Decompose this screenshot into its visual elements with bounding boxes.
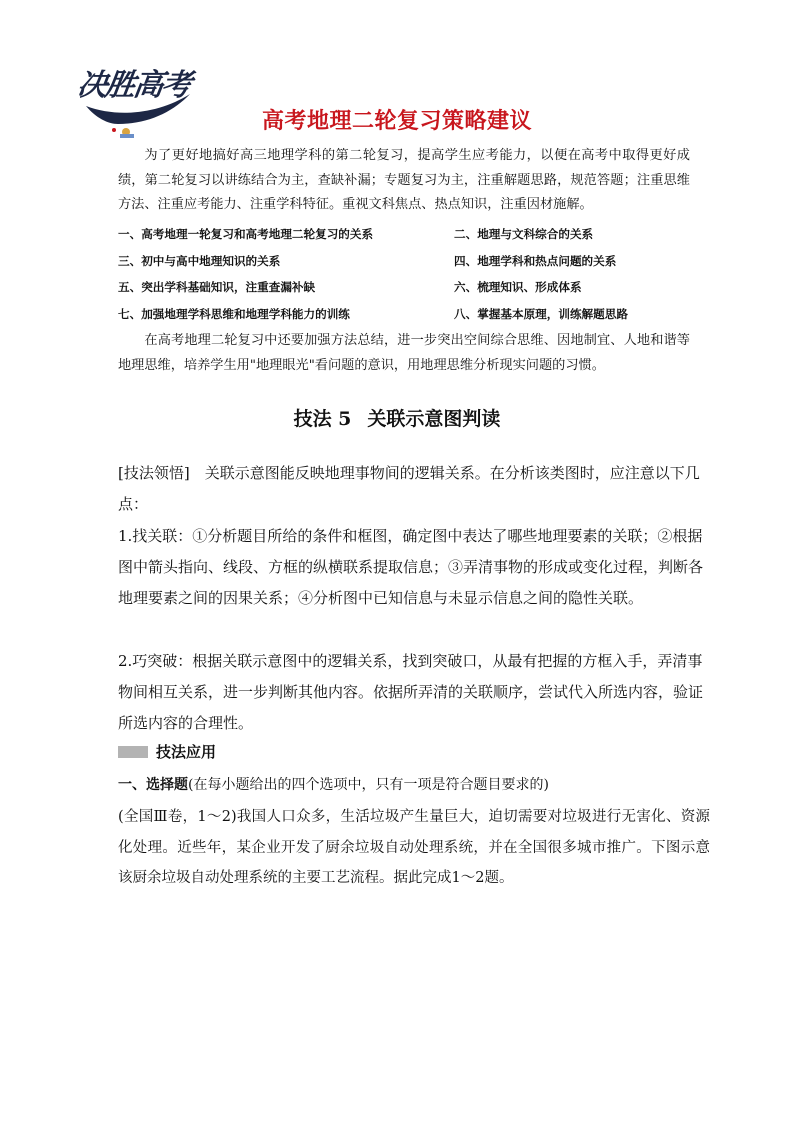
topic-item: 一、高考地理一轮复习和高考地理二轮复习的关系 [118, 227, 374, 242]
technique-step-2: 2.巧突破：根据关联示意图中的逻辑关系，找到突破口，从最有把握的方框入手，弄清事物间相互关系，进一步判断其他内容。依据所弄清的关联顺序，尝试代入所选内容，验证所选内容的合理性。 [118, 652, 704, 732]
topic-item: 二、地理与文科综合的关系 [454, 227, 594, 242]
section-name: 关联示意图判读 [367, 408, 501, 430]
question-text: (全国Ⅲ卷，1～2)我国人口众多，生活垃圾产生量巨大，迫切需要对垃圾进行无害化、资源化处理。近些年，某企业开发了厨余垃圾自动处理系统，并在全国很多城市推广。下图示意该厨余垃圾自动处理系统的主要工艺流程。据此完成1～2题。 [118, 809, 710, 886]
topic-item: 六、梳理知识、形成体系 [454, 280, 582, 295]
logo-text: 决胜高考 [75, 68, 192, 103]
topic-list [118, 221, 690, 327]
topic-item: 八、掌握基本原理，训练解题思路 [454, 306, 628, 321]
question-type: 一、选择题 [118, 777, 188, 793]
technique-step-1: 1.找关联：①分析题目所给的条件和框图，确定图中表达了哪些地理要素的关联；②根据图中箭头指向、线段、方框的纵横联系提取信息；③弄清事物的形成或变化过程，判断各地理要素之间的因果关系；④分析图中已知信息与未显示信息之间的隐性关联。 [118, 527, 704, 607]
apply-heading [118, 741, 216, 762]
topic-item: 七、加强地理学科思维和地理学科能力的训练 [118, 306, 350, 321]
heading-bar-icon [118, 746, 148, 758]
question-section-header [118, 770, 710, 800]
intro-paragraph: 为了更好地搞好高三地理学科的第二轮复习，提高学生应考能力，以便在高考中取得更好成绩，第二轮复习以讲练结合为主，查缺补漏；专题复习为主，注重解题思路，规范答题；注重思维方法、注重应考能力、注重学科特征。重视文科焦点、热点知识，注重因材施解。 [118, 148, 690, 212]
topic-item: 四、地理学科和热点问题的关系 [454, 253, 617, 268]
section-label: 技法 5 [293, 408, 352, 430]
topic-row [118, 221, 690, 248]
topic-item: 五、突出学科基础知识，注重查漏补缺 [118, 280, 316, 295]
apply-label: 技法应用 [156, 743, 217, 761]
section-heading [0, 404, 794, 431]
topic-row [118, 248, 690, 275]
topic-row [118, 301, 690, 328]
technique-insight: [技法领悟] 关联示意图能反映地理事物间的逻辑关系。在分析该类图时，应注意以下几点： [118, 464, 700, 513]
closing-paragraph: 在高考地理二轮复习中还要加强方法总结，进一步突出空间综合思维、因地制宜、人地和谐等地理思维，培养学生用"地理眼光"看问题的意识，用地理思维分析现实问题的习惯。 [118, 333, 690, 373]
topic-row [118, 274, 690, 301]
topic-item: 三、初中与高中地理知识的关系 [118, 253, 281, 268]
question-instruction: (在每小题给出的四个选项中，只有一项是符合题目要求的) [188, 777, 549, 793]
page-title: 高考地理二轮复习策略建议 [261, 109, 532, 134]
